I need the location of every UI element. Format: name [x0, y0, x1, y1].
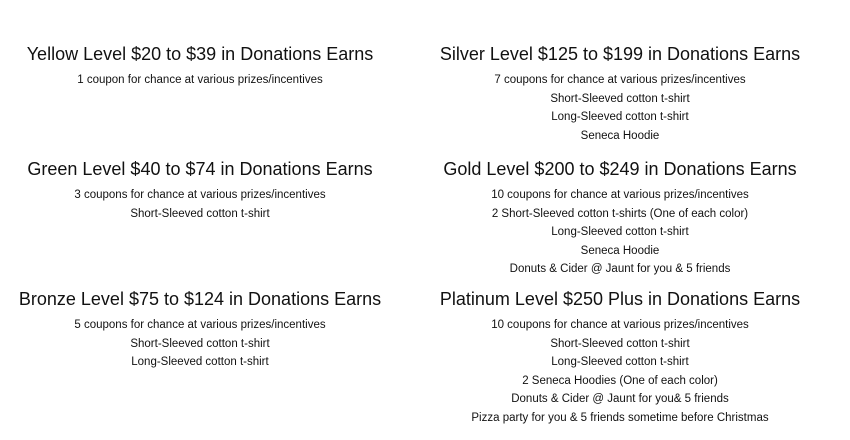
reward-item: Short-Sleeved cotton t-shirt [130, 207, 270, 220]
reward-list [420, 71, 820, 145]
tier-heading: Bronze Level $75 to $124 in Donations Earns [18, 289, 382, 309]
reward-item: Donuts & Cider @ Jaunt for you& 5 friends [511, 393, 729, 406]
reward-list [0, 316, 400, 372]
tier-heading: Green Level $40 to $74 in Donations Earns [27, 159, 373, 179]
reward-item: 7 coupons for chance at various prizes/incentives [494, 74, 746, 86]
tier-heading: Gold Level $200 to $249 in Donations Earns [443, 159, 797, 179]
reward-item: Long-Sleeved cotton t-shirt [131, 356, 269, 369]
reward-item: Short-Sleeved cotton t-shirt [130, 337, 270, 350]
tier-heading: Platinum Level $250 Plus in Donations Earns [439, 289, 801, 309]
tier-gold [420, 158, 820, 279]
tier-green [0, 158, 400, 223]
tier-bronze [0, 288, 400, 372]
reward-item: Seneca Hoodie [580, 244, 660, 257]
reward-item: Short-Sleeved cotton t-shirt [550, 92, 690, 105]
reward-item: 1 coupon for chance at various prizes/incentives [77, 74, 323, 86]
reward-item: 2 Short-Sleeved cotton t-shirts (One of each color) [491, 207, 749, 220]
reward-list [420, 186, 820, 279]
tier-platinum [420, 288, 820, 428]
reward-item: Pizza party for you & 5 friends sometime before Christmas [471, 411, 769, 424]
reward-item: 5 coupons for chance at various prizes/incentives [74, 319, 326, 331]
reward-item: 2 Seneca Hoodies (One of each color) [522, 374, 718, 387]
reward-list [0, 186, 400, 223]
reward-item: 10 coupons for chance at various prizes/incentives [491, 319, 749, 331]
reward-item: Seneca Hoodie [580, 129, 660, 142]
reward-item: Donuts & Cider @ Jaunt for you & 5 friends [509, 263, 731, 276]
reward-list [420, 316, 820, 428]
reward-item: Short-Sleeved cotton t-shirt [550, 337, 690, 350]
reward-item: 3 coupons for chance at various prizes/incentives [74, 189, 326, 201]
tier-heading: Yellow Level $20 to $39 in Donations Earns [26, 44, 374, 64]
tier-heading: Silver Level $125 to $199 in Donations Earns [439, 44, 801, 64]
reward-item: 10 coupons for chance at various prizes/incentives [491, 189, 749, 201]
tier-yellow [0, 43, 400, 90]
reward-item: Long-Sleeved cotton t-shirt [551, 356, 689, 369]
reward-list [0, 71, 400, 90]
reward-item: Long-Sleeved cotton t-shirt [551, 226, 689, 239]
reward-item: Long-Sleeved cotton t-shirt [551, 111, 689, 124]
tier-silver [420, 43, 820, 145]
